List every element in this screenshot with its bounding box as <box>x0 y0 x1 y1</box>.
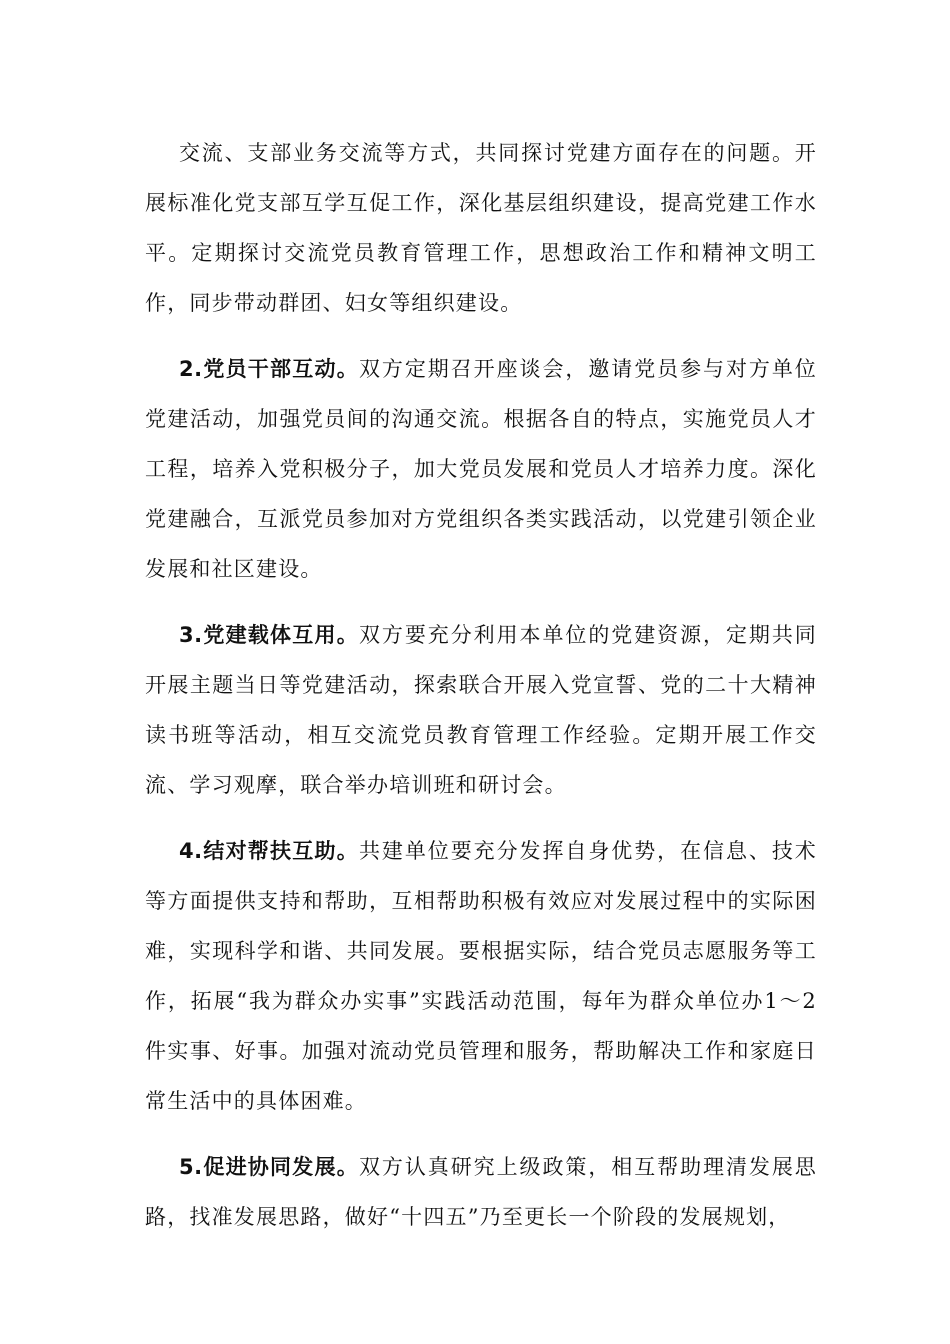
paragraph-1-text: 交流、支部业务交流等方式，共同探讨党建方面存在的问题。开展标准化党支部互学互促工作，深化基层组织建设，提高党建工作水平。定期探讨交流党员教育管理工作，思想政治工作和精神文明工作，同步带动群团、妇女等组织建设。 <box>145 141 817 315</box>
paragraph-4-heading: 4.结对帮扶互助。 <box>179 839 359 863</box>
paragraph-3-heading: 3.党建载体互用。 <box>179 623 359 647</box>
paragraph-4 <box>145 826 817 1126</box>
document-body <box>145 128 817 1242</box>
paragraph-1 <box>145 128 817 328</box>
paragraph-2-heading: 2.党员干部互动。 <box>179 357 359 381</box>
paragraph-3 <box>145 610 817 810</box>
paragraph-2-text: 双方定期召开座谈会，邀请党员参与对方单位党建活动，加强党员间的沟通交流。根据各自的特点，实施党员人才工程，培养入党积极分子，加大党员发展和党员人才培养力度。深化党建融合，互派党员参加对方党组织各类实践活动，以党建引领企业发展和社区建设。 <box>145 357 818 581</box>
paragraph-4-text: 共建单位要充分发挥自身优势，在信息、技术等方面提供支持和帮助，互相帮助积极有效应对发展过程中的实际困难，实现科学和谐、共同发展。要根据实际，结合党员志愿服务等工作，拓展“我为群众办实事”实践活动范围，每年为群众单位办1～2件实事、好事。加强对流动党员管理和服务，帮助解决工作和家庭日常生活中的具体困难。 <box>145 839 818 1113</box>
paragraph-5-heading: 5.促进协同发展。 <box>179 1155 359 1179</box>
paragraph-5 <box>145 1142 817 1242</box>
paragraph-2 <box>145 344 817 594</box>
paragraph-3-text: 双方要充分利用本单位的党建资源，定期共同开展主题当日等党建活动，探索联合开展入党宣誓、党的二十大精神读书班等活动，相互交流党员教育管理工作经验。定期开展工作交流、学习观摩，联合举办培训班和研讨会。 <box>145 623 818 797</box>
paragraph-5-text: 双方认真研究上级政策，相互帮助理清发展思路，找准发展思路，做好“十四五”乃至更长一个阶段的发展规划， <box>145 1155 818 1229</box>
